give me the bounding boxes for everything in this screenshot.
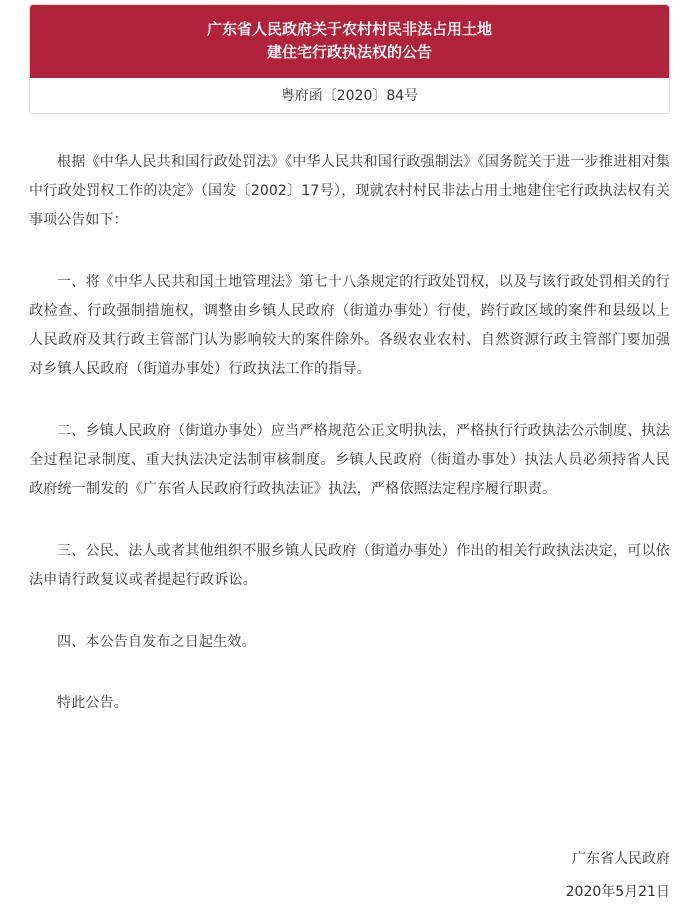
paragraph-item-3: 三、公民、法人或者其他组织不服乡镇人民政府（街道办事处）作出的相关行政执法决定，可以依法申请行政复议或者提起行政诉讼。 <box>29 543 670 588</box>
paragraph-closing: 特此公告。 <box>57 695 128 711</box>
paragraph-item-4: 四、本公告自发布之日起生效。 <box>57 634 256 650</box>
title-band <box>30 5 669 78</box>
signature-date: 2020年5月21日 <box>565 884 670 900</box>
paragraph-preamble: 根据《中华人民共和国行政处罚法》《中华人民共和国行政强制法》《国务院关于进一步推进相对集中行政处罚权工作的决定》（国发〔2002〕17号），现就农村村民非法占用土地建住宅行政执法权有关事项公告如下： <box>29 154 670 228</box>
paragraph-item-2: 二、乡镇人民政府（街道办事处）应当严格规范公正文明执法，严格执行行政执法公示制度、执法全过程记录制度、重大执法决定法制审核制度。乡镇人民政府（街道办事处）执法人员必须持省人民政府统一制发的《广东省人民政府行政执法证》执法，严格依照法定程序履行职责。 <box>29 423 670 497</box>
announcement-body <box>29 148 670 750</box>
title-line-2: 建住宅行政执法权的公告 <box>266 43 432 61</box>
signature-organization: 广东省人民政府 <box>572 851 670 867</box>
document-number: 粤府函〔2020〕84号 <box>280 88 419 104</box>
announcement-header <box>29 4 670 114</box>
title-line-1: 广东省人民政府关于农村村民非法占用土地 <box>206 20 492 38</box>
paragraph-item-1: 一、将《中华人民共和国土地管理法》第七十八条规定的行政处罚权，以及与该行政处罚相关的行政检查、行政强制措施权，调整由乡镇人民政府（街道办事处）行使，跨行政区域的案件和县级以上人民政府及其行政主管部门认为影响较大的案件除外。各级农业农村、自然资源行政主管部门要加强对乡镇人民政府（街道办事处）行政执法工作的指导。 <box>29 274 670 377</box>
